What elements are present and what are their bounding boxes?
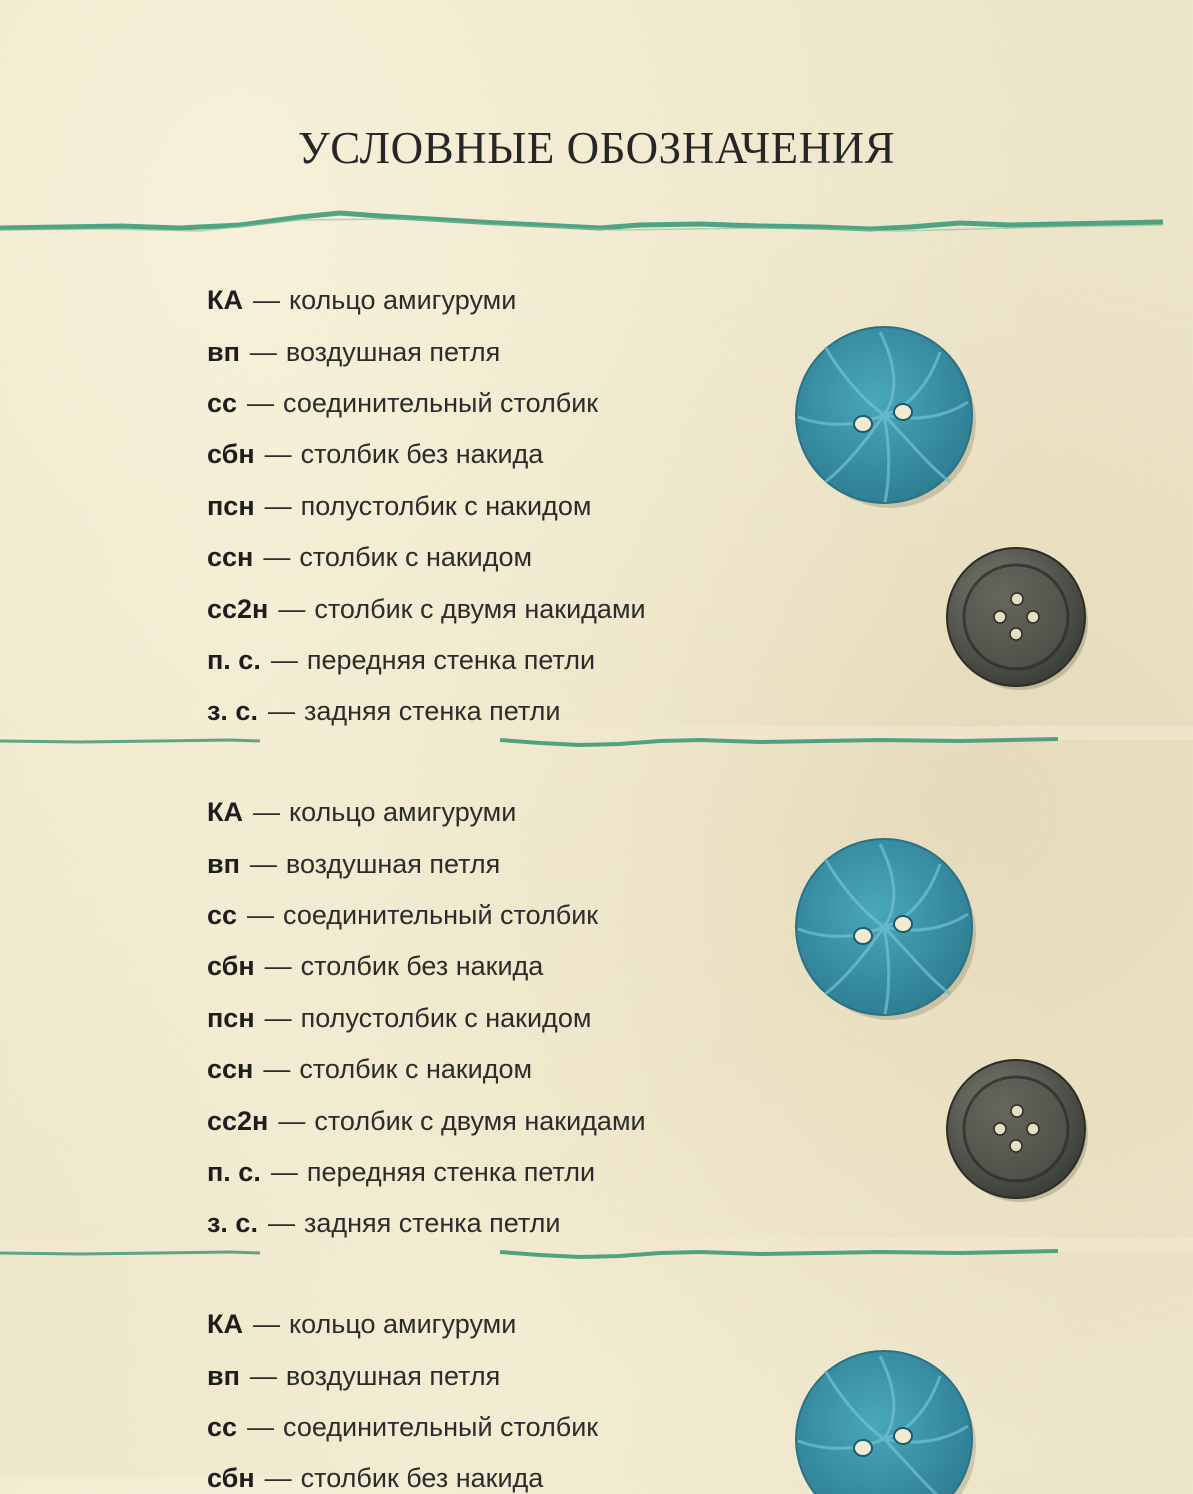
legend-desc: передняя стенка петли (306, 1157, 596, 1187)
legend-desc: воздушная петля (285, 337, 501, 367)
legend-abbr: КА (207, 285, 243, 315)
legend-dash: — (264, 1003, 292, 1033)
legend-section-3 (0, 1308, 1193, 1493)
legend-item (207, 284, 516, 316)
legend-abbr: сс (207, 900, 238, 930)
legend-dash: — (267, 696, 295, 726)
legend-abbr: п. с. (207, 645, 261, 675)
legend-desc: столбик с накидом (299, 542, 533, 572)
legend-dash: — (249, 849, 277, 879)
legend-abbr: п. с. (207, 1157, 261, 1187)
legend-desc: столбик с накидом (299, 1054, 533, 1084)
legend-dash: — (249, 1361, 277, 1391)
legend-dash: — (263, 542, 291, 572)
legend-desc: столбик с двумя накидами (314, 1106, 646, 1136)
legend-item (207, 438, 543, 470)
legend-abbr: вп (207, 1361, 240, 1391)
legend-item (207, 1360, 500, 1392)
legend-dash: — (247, 388, 275, 418)
legend-abbr: вп (207, 849, 240, 879)
legend-item (207, 899, 598, 931)
legend-section-1 (0, 284, 1193, 796)
legend-abbr: псн (207, 1003, 255, 1033)
legend-desc: передняя стенка петли (306, 645, 596, 675)
legend-desc: задняя стенка петли (303, 1208, 561, 1238)
torn-divider (0, 1238, 1193, 1278)
legend-desc: соединительный столбик (283, 1412, 599, 1442)
legend-desc: столбик с двумя накидами (314, 594, 646, 624)
legend-desc: соединительный столбик (283, 900, 599, 930)
legend-item (207, 848, 500, 880)
legend-abbr: з. с. (207, 1208, 258, 1238)
legend-item (207, 387, 598, 419)
legend-desc: соединительный столбик (283, 388, 599, 418)
legend-item (207, 1462, 543, 1494)
legend-dash: — (264, 1463, 292, 1493)
legend-desc: кольцо амигуруми (288, 797, 517, 827)
legend-item (207, 1105, 646, 1137)
legend-dash: — (249, 337, 277, 367)
legend-desc: задняя стенка петли (303, 696, 561, 726)
torn-divider (0, 726, 1193, 766)
legend-abbr: псн (207, 491, 255, 521)
teal-button-image (790, 322, 980, 512)
legend-dash: — (247, 1412, 275, 1442)
legend-desc: воздушная петля (285, 849, 501, 879)
gray-button-image (944, 546, 1092, 694)
legend-item (207, 336, 500, 368)
legend-dash: — (252, 285, 280, 315)
legend-item (207, 644, 595, 676)
legend-abbr: КА (207, 1309, 243, 1339)
legend-dash: — (270, 1157, 298, 1187)
legend-desc: столбик без накида (300, 951, 544, 981)
legend-dash: — (264, 491, 292, 521)
legend-section-2 (0, 796, 1193, 1308)
legend-abbr: сбн (207, 1463, 255, 1493)
legend-desc: воздушная петля (285, 1361, 501, 1391)
legend-item (207, 541, 532, 573)
legend-desc: полустолбик с накидом (300, 491, 592, 521)
legend-abbr: сс2н (207, 1106, 269, 1136)
page-title: УСЛОВНЫЕ ОБОЗНАЧЕНИЯ (297, 123, 896, 173)
legend-item (207, 695, 561, 727)
legend-desc: столбик без накида (300, 439, 544, 469)
legend-dash: — (267, 1208, 295, 1238)
legend-item (207, 1308, 516, 1340)
legend-dash: — (247, 900, 275, 930)
legend-abbr: з. с. (207, 696, 258, 726)
legend-item (207, 490, 591, 522)
legend-dash: — (270, 645, 298, 675)
legend-item (207, 1053, 532, 1085)
legend-abbr: сбн (207, 439, 255, 469)
legend-item (207, 1156, 595, 1188)
legend-desc: кольцо амигуруми (288, 1309, 517, 1339)
legend-dash: — (252, 797, 280, 827)
gray-button-image (944, 1058, 1092, 1206)
legend-desc: кольцо амигуруми (288, 285, 517, 315)
legend-abbr: вп (207, 337, 240, 367)
legend-item (207, 796, 516, 828)
legend-abbr: КА (207, 797, 243, 827)
legend-dash: — (278, 1106, 306, 1136)
legend-abbr: сс (207, 388, 238, 418)
legend-dash: — (252, 1309, 280, 1339)
legend-abbr: ссн (207, 542, 254, 572)
teal-button-image (790, 1346, 980, 1477)
legend-dash: — (278, 594, 306, 624)
legend-item (207, 950, 543, 982)
legend-desc: столбик без накида (300, 1463, 544, 1493)
legend-desc: полустолбик с накидом (300, 1003, 592, 1033)
legend-item (207, 1207, 561, 1239)
legend-dash: — (263, 1054, 291, 1084)
legend-dash: — (264, 951, 292, 981)
legend-abbr: сс (207, 1412, 238, 1442)
teal-button-image (790, 834, 980, 1024)
legend-dash: — (264, 439, 292, 469)
legend-item (207, 1411, 598, 1443)
legend-item (207, 1002, 591, 1034)
legend-abbr: ссн (207, 1054, 254, 1084)
legend-item (207, 593, 646, 625)
legend-abbr: сс2н (207, 594, 269, 624)
torn-divider (0, 204, 1193, 244)
legend-abbr: сбн (207, 951, 255, 981)
